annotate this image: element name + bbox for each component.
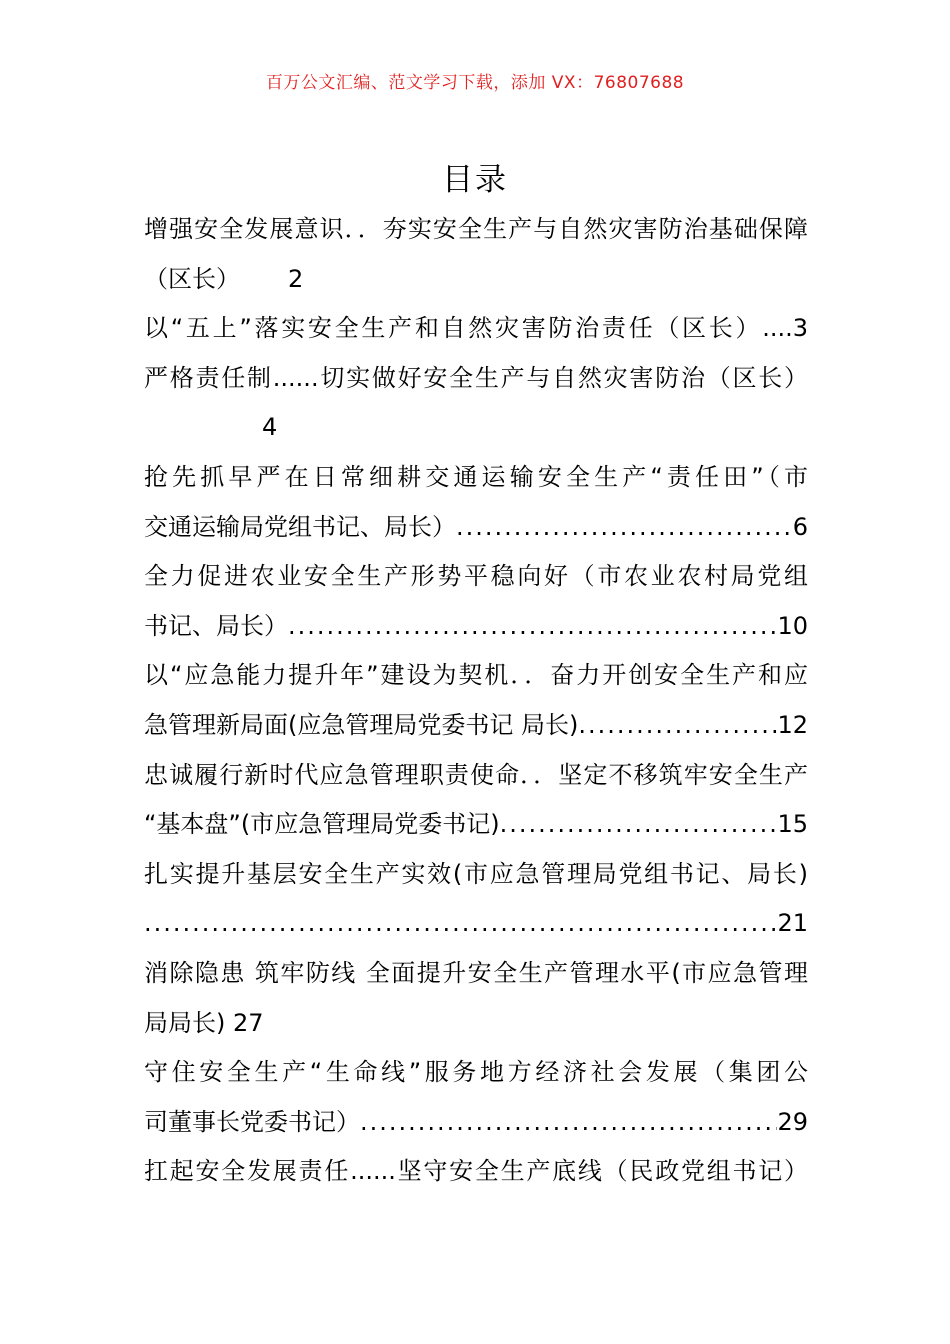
toc-entry-5-org: 书记、局长） — [144, 611, 288, 640]
toc-entry-4-line-2[interactable] — [144, 503, 808, 553]
toc-entry-7-line-1[interactable]: 忠诚履行新时代应急管理职责使命．．坚定不移筑牢安全生产 — [144, 760, 808, 789]
toc-entry-4-line-1[interactable]: 抢先抓早严在日常细耕交通运输安全生产“责任田”（市 — [144, 462, 808, 491]
toc-entry-9-page: 27 — [233, 1008, 264, 1037]
toc-entry-9-org: 局局长) — [144, 1008, 226, 1037]
toc-entry-8-line-1[interactable]: 扎实提升基层安全生产实效(市应急管理局党组书记、局长) — [144, 859, 808, 888]
toc-entry-6-page: 12 — [777, 710, 808, 739]
toc-entry-5-line-2[interactable] — [144, 602, 808, 652]
toc-entry-9-line-1[interactable]: 消除隐患 筑牢防线 全面提升安全生产管理水平(市应急管理 — [144, 958, 808, 987]
toc-entry-3-line-1[interactable]: 严格责任制......切实做好安全生产与自然灾害防治（区长） — [144, 363, 808, 392]
toc-entry-1-line-1[interactable]: 增强安全发展意识．．夯实安全生产与自然灾害防治基础保障 — [144, 215, 808, 243]
toc-entry-1-page: 2 — [288, 264, 304, 293]
dot-leader — [360, 1098, 777, 1148]
toc-entry-11-line-1[interactable]: 扛起安全发展责任......坚守安全生产底线（民政党组书记） — [144, 1157, 808, 1186]
toc-entry-9-line-2[interactable] — [144, 999, 808, 1049]
toc-entry-4-page: 6 — [792, 512, 808, 541]
toc-entry-2-line-1[interactable]: 以“五上”落实安全生产和自然灾害防治责任（区长）....3 — [144, 314, 808, 343]
toc-entry-7-line-2[interactable] — [144, 800, 808, 850]
toc-entry-10-org: 司董事长党委书记） — [144, 1107, 360, 1136]
toc-entry-10-page: 29 — [777, 1107, 808, 1136]
dot-leader — [500, 800, 778, 850]
toc-entry-3-line-2[interactable] — [144, 403, 808, 453]
dot-leader — [456, 503, 793, 553]
toc-entry-5-line-1[interactable]: 全力促进农业安全生产形势平稳向好（市农业农村局党组 — [144, 562, 808, 591]
toc-entry-1-org: （区长） — [144, 264, 240, 293]
table-of-contents — [144, 205, 808, 1197]
dot-leader — [578, 701, 777, 751]
toc-entry-6-line-1[interactable]: 以“应急能力提升年”建设为契机．．奋力开创安全生产和应 — [144, 661, 808, 690]
toc-entry-5-page: 10 — [777, 611, 808, 640]
toc-entry-8-page: 21 — [777, 909, 808, 938]
dot-leader — [144, 899, 777, 949]
toc-entry-6-line-2[interactable] — [144, 701, 808, 751]
toc-entry-6-org: 急管理新局面(应急管理局党委书记 局长) — [144, 710, 579, 739]
page-title: 目录 — [442, 162, 508, 198]
toc-entry-10-line-2[interactable] — [144, 1098, 808, 1148]
watermark-header: 百万公文汇编、范文学习下载，添加 VX：76807688 — [265, 73, 685, 93]
toc-entry-4-org: 交通运输局党组书记、局长） — [144, 512, 456, 541]
dot-leader — [288, 602, 777, 652]
toc-entry-10-line-1[interactable]: 守住安全生产“生命线”服务地方经济社会发展（集团公 — [144, 1058, 808, 1087]
toc-entry-8-line-2[interactable] — [144, 899, 808, 949]
toc-entry-3-page: 4 — [262, 413, 278, 442]
toc-entry-7-org: “基本盘”(市应急管理局党委书记) — [144, 810, 500, 839]
toc-entry-1-line-2[interactable] — [144, 255, 808, 305]
toc-entry-7-page: 15 — [777, 810, 808, 839]
